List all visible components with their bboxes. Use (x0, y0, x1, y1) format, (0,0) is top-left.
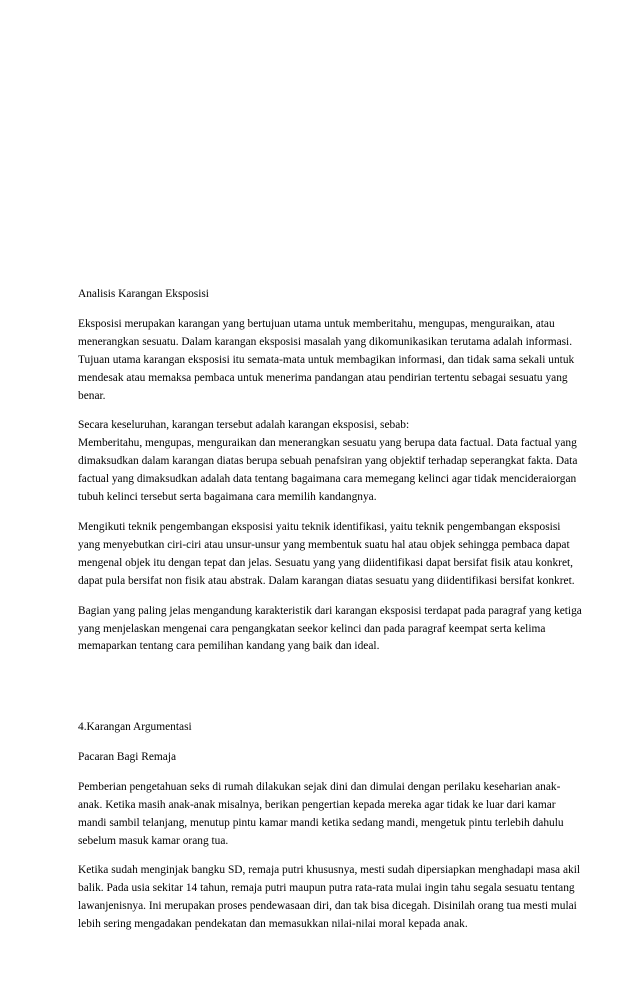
text-line: Pemberian pengetahuan seks di rumah dilakukan sejak dini dan dimulai dengan perilaku keseharian anak- (78, 780, 561, 793)
text-line: mengenal objek itu dengan tepat dan jelas. Sesuatu yang yang diidentifikasi dapat bersifat fisik atau konkret, (78, 556, 574, 569)
article-title: Pacaran Bagi Remaja (78, 750, 177, 763)
text-line: lebih sering mengadakan pendekatan dan memasukkan nilai-nilai moral kepada anak. (78, 918, 468, 931)
text-line: Memberitahu, mengupas, menguraikan dan menerangkan sesuatu yang berupa data factual. Data factual yang (78, 437, 577, 450)
text-line: anak. Ketika masih anak-anak misalnya, berikan pengertian kepada mereka agar tidak ke luar dari kamar (78, 798, 556, 811)
text-line: tubuh kelinci tersebut serta bagaimana cara memilih kandangnya. (78, 491, 377, 504)
text-line: benar. (78, 389, 106, 402)
text-line: Eksposisi merupakan karangan yang bertujuan utama untuk memberitahu, mengupas, menguraikan, atau (78, 317, 555, 330)
paragraph (78, 316, 603, 406)
text-line: Ketika sudah menginjak bangku SD, remaja putri khususnya, mesti sudah dipersiapkan menghadapi masa akil (78, 864, 581, 877)
paragraph (78, 417, 603, 507)
text-line: Secara keseluruhan, karangan tersebut adalah karangan eksposisi, sebab: (78, 419, 410, 432)
text-line: yang menyebutkan ciri-ciri atau unsur-unsur yang membentuk suatu hal atau objek sehingga pembaca dapat (78, 538, 570, 551)
text-line: dimaksudkan dalam karangan diatas berupa sebuah penafsiran yang objektif terhadap seperangkat fakta. Data (78, 455, 578, 468)
text-line: Tujuan utama karangan eksposisi itu semata-mata untuk membagikan informasi, dan tidak sama sekali untuk (78, 353, 575, 366)
section-title: Analisis Karangan Eksposisi (78, 288, 209, 300)
text-line: factual yang dimaksudkan adalah data tentang bagaimana cara memegang kelinci agar tidak mencideraiorgan (78, 473, 577, 486)
section-exposition-analysis (78, 286, 603, 656)
text-line: memaparkan tentang cara pemilihan kandang yang baik dan ideal. (78, 640, 380, 653)
paragraph (78, 862, 603, 934)
text-line: balik. Pada usia sekitar 14 tahun, remaja putri maupun putra rata-rata mulai ingin tahu segala sesuatu tentang (78, 882, 575, 895)
section-argumentation (78, 719, 603, 934)
text-line: Mengikuti teknik pengembangan eksposisi yaitu teknik identifikasi, yaitu teknik pengembangan eksposisi (78, 520, 561, 533)
text-line: lawanjenisnya. Ini merupakan proses pendewasaan diri, dan tak bisa dicegah. Disinilah orang tua mesti mulai (78, 900, 577, 913)
paragraph (78, 519, 603, 591)
text-line: mendesak atau memaksa pembaca untuk menerima pandangan atau pendirian tertentu sebagai sesuatu yang (78, 371, 568, 384)
text-line: dapat pula bersifat non fisik atau abstrak. Dalam karangan diatas sesuatu yang diidentifikasi bersifat konkret. (78, 574, 575, 587)
paragraph (78, 779, 603, 851)
text-line: menerangkan sesuatu. Dalam karangan eksposisi masalah yang dikomunikasikan terutama adalah informasi. (78, 335, 573, 348)
text-line: sebelum masuk kamar orang tua. (78, 834, 229, 847)
text-line: yang menjelaskan mengenai cara pengangkatan seekor kelinci dan pada paragraf keempat serta kelima (78, 622, 546, 635)
section-heading: 4.Karangan Argumentasi (78, 721, 192, 733)
text-line: mandi sambil telanjang, menutup pintu kamar mandi ketika sedang mandi, mengetuk pintu terlebih dahulu (78, 816, 564, 829)
paragraph (78, 603, 603, 657)
text-line: Bagian yang paling jelas mengandung karakteristik dari karangan eksposisi terdapat pada paragraf yang ketiga (78, 604, 582, 617)
